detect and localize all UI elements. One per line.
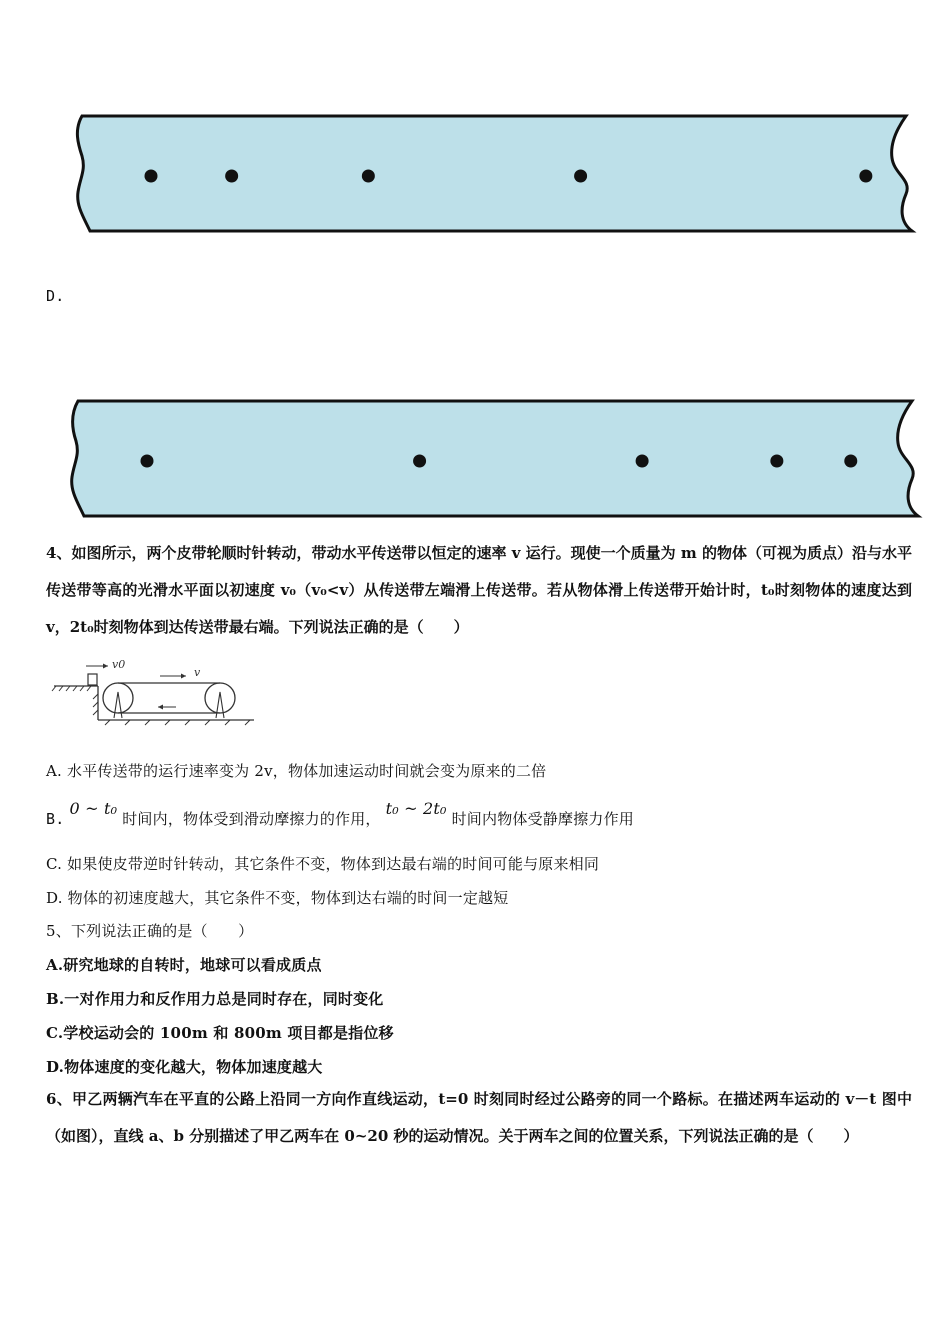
tape-dot [145, 170, 158, 183]
q4-option-b-end: 时间内物体受静摩擦力作用 [451, 810, 635, 828]
q4-option-b-math-2: t₀ ~ 2t₀ [385, 799, 447, 818]
q5-option-a: A.研究地球的自转时，地球可以看成质点 [46, 956, 322, 974]
question-6-stem: 6、甲乙两辆汽车在平直的公路上沿同一方向作直线运动，t=0 时刻同时经过公路旁的同一个路标。在描述两车运动的 v－t 图中（如图），直线 a、b 分别描述了甲乙两车在 0~20 秒的运动情况。关于两车之间的位置关系，下列说法正确的是（ ） [46, 1090, 912, 1145]
tape-dot [859, 170, 872, 183]
tape-dot [225, 170, 238, 183]
ticker-tape-d [0, 395, 950, 523]
tape-dot [362, 170, 375, 183]
q4-option-b [46, 799, 635, 829]
conveyor-belt-figure [50, 654, 260, 728]
q4-option-c: C. 如果使皮带逆时针转动，其它条件不变，物体到达最右端的时间可能与原来相同 [46, 855, 600, 873]
v-label: v [194, 666, 201, 679]
question-5-stem: 5、下列说法正确的是（ ） [46, 922, 254, 940]
tape-dot [844, 455, 857, 468]
q5-option-d: D.物体速度的变化越大，物体加速度越大 [46, 1058, 323, 1076]
q4-option-b-mid: 时间内，物体受到滑动摩擦力的作用， [122, 810, 381, 828]
tape-dot [636, 455, 649, 468]
q4-option-b-prefix: B. [46, 810, 65, 828]
tape-dot [770, 455, 783, 468]
option-d-label: D. [46, 287, 65, 305]
v0-label: v0 [112, 658, 126, 671]
tape-dot [574, 170, 587, 183]
q4-option-b-math-1: 0 ~ t₀ [69, 799, 118, 818]
q5-option-c: C.学校运动会的 100m 和 800m 项目都是指位移 [46, 1024, 394, 1042]
q5-option-b: B.一对作用力和反作用力总是同时存在，同时变化 [46, 990, 384, 1008]
q4-option-d: D. 物体的初速度越大，其它条件不变，物体到达右端的时间一定越短 [46, 889, 509, 907]
question-4-stem: 4、如图所示，两个皮带轮顺时针转动，带动水平传送带以恒定的速率 v 运行。现使一个质量为 m 的物体（可视为质点）沿与水平传送带等高的光滑水平面以初速度 v₀（v₀<v）从传送带左端滑上传送带。若从物体滑上传送带开始计时，t₀时刻物体的速度达到 v，2t₀时刻物体到达传送带最右端。下列说法正确的是（ ） [46, 544, 912, 636]
q4-option-a: A. 水平传送带的运行速率变为 2v，物体加速运动时间就会变为原来的二倍 [46, 762, 547, 780]
tape-dot [413, 455, 426, 468]
ticker-tape-c [0, 110, 950, 238]
tape-dot [141, 455, 154, 468]
